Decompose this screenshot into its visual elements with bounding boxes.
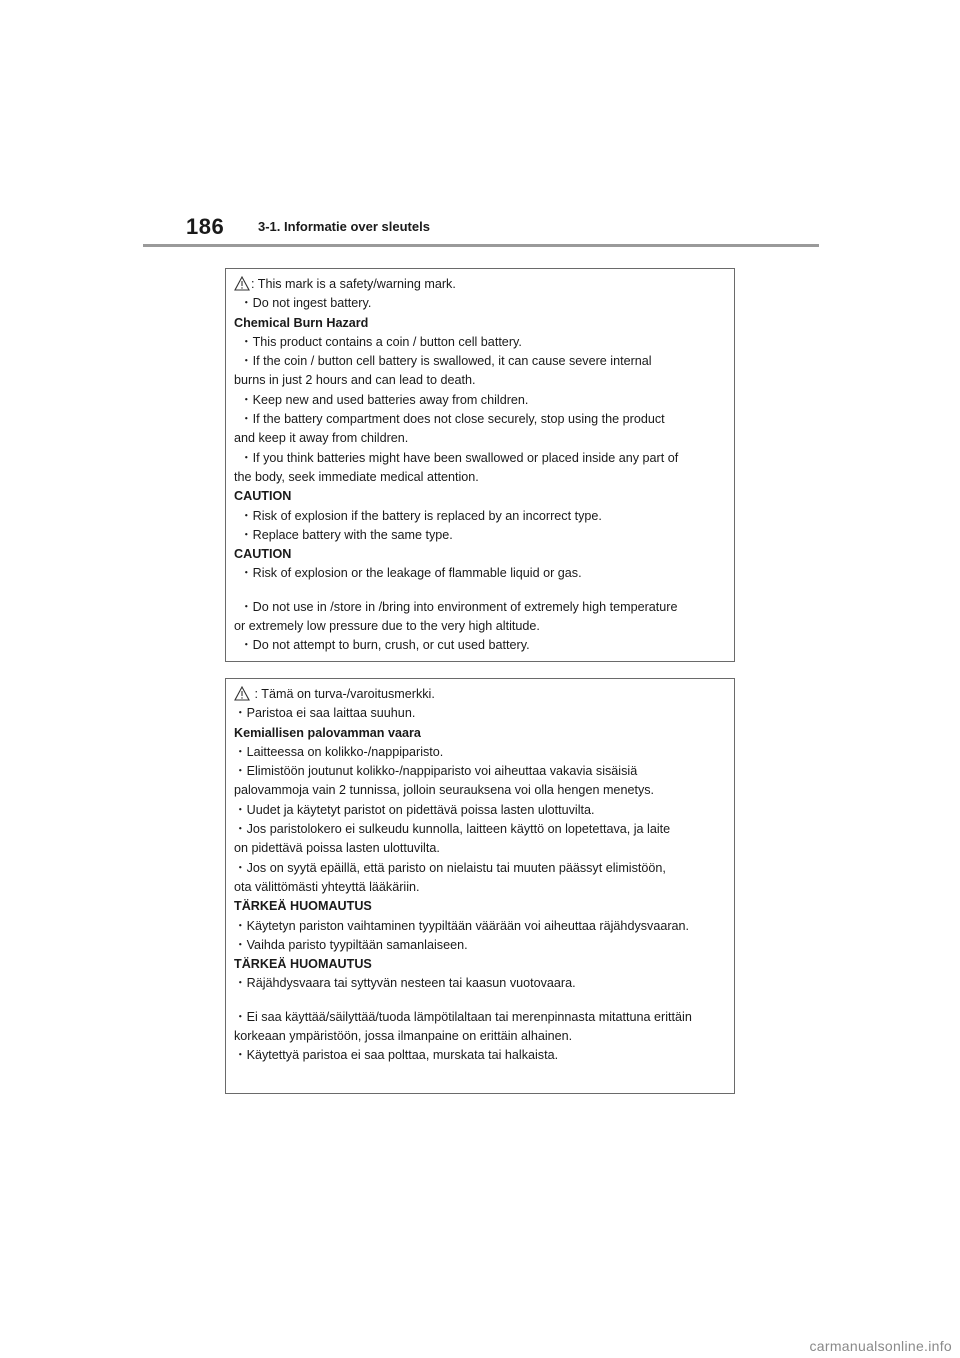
list-item: ・Do not attempt to burn, crush, or cut used battery. — [240, 638, 530, 653]
caution-heading: CAUTION — [234, 489, 292, 504]
list-item: ・Paristoa ei saa laittaa suuhun. — [234, 706, 416, 721]
hazard-heading: Chemical Burn Hazard — [234, 315, 369, 330]
list-item-continued: on pidettävä poissa lasten ulottuvilta. — [234, 841, 440, 856]
list-item: ・Räjähdysvaara tai syttyvän nesteen tai kaasun vuotovaara. — [234, 976, 576, 991]
finnish-warning-box — [225, 678, 735, 1094]
list-item: ・Risk of explosion or the leakage of flammable liquid or gas. — [240, 566, 582, 581]
list-item-continued: or extremely low pressure due to the very high altitude. — [234, 619, 540, 634]
list-item: ・Jos on syytä epäillä, että paristo on nielaistu tai muuten päässyt elimistöön, — [234, 860, 666, 875]
english-warning-box — [225, 268, 735, 662]
section-title: 3-1. Informatie over sleutels — [258, 219, 430, 234]
hazard-heading: Kemiallisen palovamman vaara — [234, 725, 421, 740]
caution-heading: CAUTION — [234, 547, 292, 562]
list-item: ・Jos paristolokero ei sulkeudu kunnolla, laitteen käyttö on lopetettava, ja laite — [234, 822, 671, 837]
list-item: ・Do not ingest battery. — [240, 296, 372, 311]
list-item: ・Laitteessa on kolikko-/nappiparisto. — [234, 744, 444, 759]
list-item: ・If the battery compartment does not close securely, stop using the product — [240, 412, 665, 427]
page-number: 186 — [186, 214, 225, 239]
list-item: ・This product contains a coin / button cell battery. — [240, 334, 522, 349]
list-item-continued: burns in just 2 hours and can lead to death. — [234, 373, 476, 388]
list-item: ・Keep new and used batteries away from children. — [240, 392, 529, 407]
warning-mark-text: : Tämä on turva-/varoitusmerkki. — [254, 687, 435, 701]
list-item: ・Risk of explosion if the battery is replaced by an incorrect type. — [240, 508, 602, 523]
list-item: ・Replace battery with the same type. — [240, 527, 453, 542]
list-item: ・If the coin / button cell battery is swallowed, it can cause severe internal — [240, 354, 652, 369]
list-item: ・If you think batteries might have been swallowed or placed inside any part of — [240, 450, 679, 465]
header-divider — [143, 244, 819, 247]
warning-mark-line — [234, 275, 726, 294]
watermark: carmanualsonline.info — [809, 1338, 952, 1354]
warning-triangle-icon — [234, 276, 250, 291]
list-item: ・Käytettyä paristoa ei saa polttaa, murskata tai halkaista. — [234, 1048, 559, 1063]
list-item-continued: and keep it away from children. — [234, 431, 409, 446]
list-item: ・Elimistöön joutunut kolikko-/nappiparisto voi aiheuttaa vakavia sisäisiä — [234, 764, 638, 779]
caution-heading: TÄRKEÄ HUOMAUTUS — [234, 957, 372, 972]
caution-heading: TÄRKEÄ HUOMAUTUS — [234, 899, 372, 914]
list-item-continued: korkeaan ympäristöön, jossa ilmanpaine on erittäin alhainen. — [234, 1029, 573, 1044]
list-item-continued: ota välittömästi yhteyttä lääkäriin. — [234, 879, 420, 894]
list-item: ・Vaihda paristo tyypiltään samanlaiseen. — [234, 937, 468, 952]
list-item: ・Ei saa käyttää/säilyttää/tuoda lämpötilaltaan tai merenpinnasta mitattuna erittäin — [234, 1009, 692, 1024]
list-item: ・Uudet ja käytetyt paristot on pidettävä poissa lasten ulottuvilta. — [234, 802, 595, 817]
warning-mark-line — [234, 685, 726, 704]
list-item: ・Do not use in /store in /bring into environment of extremely high temperature — [240, 599, 678, 614]
warning-mark-text: : This mark is a safety/warning mark. — [251, 277, 456, 291]
list-item-continued: the body, seek immediate medical attention. — [234, 469, 479, 484]
warning-triangle-icon — [234, 686, 250, 701]
list-item-continued: palovammoja vain 2 tunnissa, jolloin seurauksena voi olla hengen menetys. — [234, 783, 655, 798]
list-item: ・Käytetyn pariston vaihtaminen tyypiltään väärään voi aiheuttaa räjähdysvaaran. — [234, 918, 690, 933]
